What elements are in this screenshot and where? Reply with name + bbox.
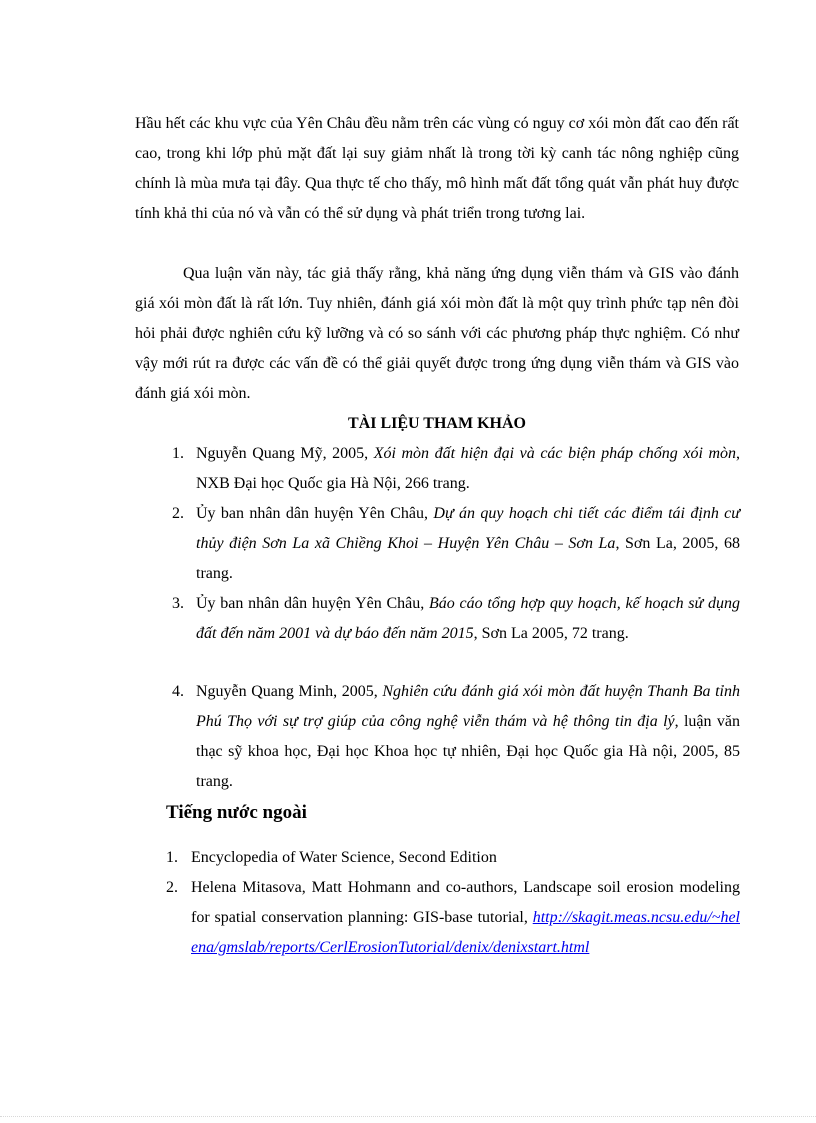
reference-number: 1.: [166, 849, 178, 866]
reference-suffix: , luận văn thạc sỹ khoa học, Đại học Khoa học tự nhiên, Đại học Quốc gia Hà nội, 2005, 85 trang.: [196, 713, 740, 790]
reference-text: [196, 677, 740, 797]
reference-number: 2.: [172, 505, 184, 522]
reference-text: [196, 589, 740, 649]
reference-text: Encyclopedia of Water Science, Second Edition: [191, 849, 497, 866]
page-bottom-divider: [0, 1116, 816, 1117]
reference-suffix: , NXB Đại học Quốc gia Hà Nội, 266 trang.: [196, 445, 741, 492]
reference-item: [172, 677, 740, 797]
reference-prefix: Nguyễn Quang Minh, 2005,: [196, 683, 383, 700]
references-heading: TÀI LIỆU THAM KHẢO: [348, 415, 526, 432]
reference-title: Nghiên cứu đánh giá xói mòn đất huyện Thanh Ba tỉnh Phú Thọ với sự trợ giúp của công nghệ viễn thám và hệ thông tin địa lý: [196, 683, 740, 730]
reference-number: 2.: [166, 879, 178, 896]
reference-prefix: Nguyễn Quang Mỹ, 2005,: [196, 445, 374, 462]
reference-item: [172, 439, 740, 499]
reference-number: 3.: [172, 595, 184, 612]
foreign-reference-item: [166, 843, 740, 873]
reference-description: Helena Mitasova, Matt Hohmann and co-authors, Landscape soil erosion modeling for spatial conservation planning: GIS-base tutorial,: [191, 879, 740, 926]
reference-title: Báo cáo tổng hợp quy hoạch, kế hoạch sử dụng đất đến năm 2001 và dự báo đến năm 2015: [196, 595, 740, 642]
reference-item: [172, 589, 740, 649]
reference-prefix: Ủy ban nhân dân huyện Yên Châu,: [196, 595, 429, 612]
reference-suffix: , Sơn La 2005, 72 trang.: [473, 625, 629, 642]
reference-number: 4.: [172, 683, 184, 700]
body-paragraph: Qua luận văn này, tác giả thấy rằng, khả năng ứng dụng viễn thám và GIS vào đánh giá xói mòn đất là rất lớn. Tuy nhiên, đánh giá xói mòn đất là một quy trình phức tạp nên đòi hỏi phải được nghiên cứu kỹ lưỡng và có so sánh với các phương pháp thực nghiệm. Có như vậy mới rút ra được các vấn đề có thể giải quyết được trong ứng dụng viễn thám và GIS vào đánh giá xói mòn.: [135, 265, 739, 402]
reference-suffix: , Sơn La, 2005, 68 trang.: [196, 535, 741, 582]
reference-prefix: Ủy ban nhân dân huyện Yên Châu,: [196, 505, 434, 522]
reference-text: [196, 439, 740, 499]
body-paragraph: Hầu hết các khu vực của Yên Châu đều nằm trên các vùng có nguy cơ xói mòn đất cao đến rất cao, trong khi lớp phủ mặt đất lại suy giảm nhất là trong tời kỳ canh tác nông nghiệp cũng chính là mùa mưa tại đây. Qua thực tế cho thấy, mô hình mất đất tổng quát vẫn phát huy được tính khả thi của nó và vẫn có thể sử dụng và phát triển trong tương lai.: [135, 115, 739, 222]
reference-text: [196, 499, 740, 589]
reference-title: Dự án quy hoạch chi tiết các điểm tái định cư thủy điện Sơn La xã Chiềng Khoi – Huyện Yên Châu – Sơn La: [196, 505, 741, 552]
foreign-reference-item: [166, 873, 740, 963]
reference-number: 1.: [172, 445, 184, 462]
reference-title: Xói mòn đất hiện đại và các biện pháp chống xói mòn: [373, 445, 737, 462]
reference-link[interactable]: http://skagit.meas.ncsu.edu/~helena/gmslab/reports/CerlErosionTutorial/denix/denixstart.html: [191, 909, 740, 956]
reference-text: [191, 873, 740, 963]
foreign-references-heading: Tiếng nước ngoài: [166, 802, 307, 823]
reference-item: [172, 499, 740, 589]
